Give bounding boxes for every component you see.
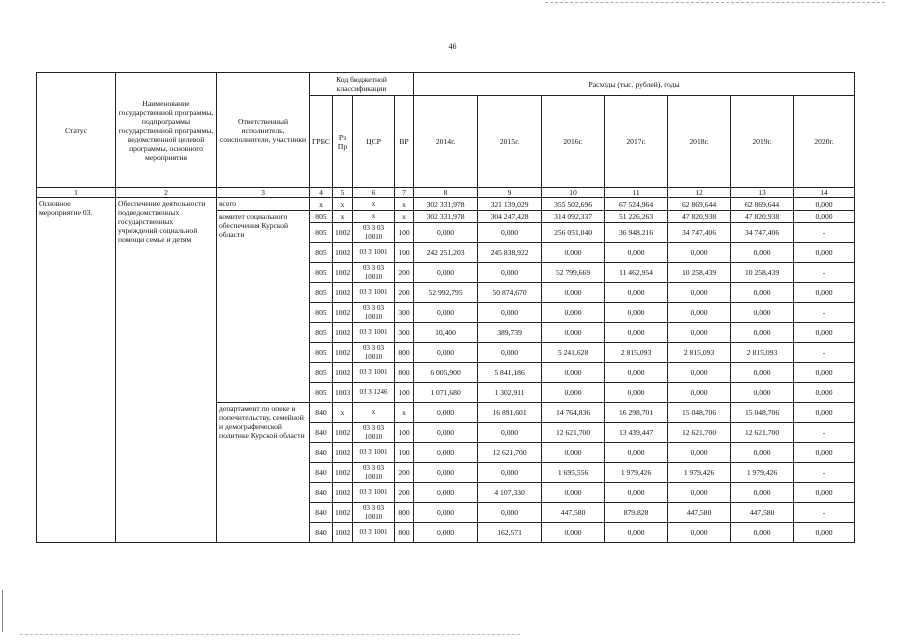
rz-cell: 1002 — [333, 483, 353, 503]
vr-cell: 100 — [395, 383, 414, 403]
rz-cell: х — [333, 403, 353, 423]
amount-cell: 302 331,978 — [414, 198, 478, 211]
csr-cell: 03 3 03 10010 — [353, 503, 395, 523]
rz-cell: 1002 — [333, 263, 353, 283]
rz-cell: 1002 — [333, 303, 353, 323]
header-expenses: Расходы (тыс. рублей), годы — [414, 73, 855, 96]
amount-cell: 15 048,706 — [731, 403, 794, 423]
amount-cell: 0,000 — [414, 303, 478, 323]
grbs-cell: 805 — [310, 211, 333, 223]
amount-cell: 355 502,696 — [542, 198, 605, 211]
amount-cell: 0,000 — [668, 243, 731, 263]
header-program-name: Наименование государственной программы, подпрограммы государственной программы, ведомственной целевой программы, основного мероприятия — [116, 73, 217, 188]
rz-cell: 1002 — [333, 283, 353, 303]
header-vr: ВР — [395, 96, 414, 188]
grbs-cell: 805 — [310, 263, 333, 283]
amount-cell: 0,000 — [414, 223, 478, 243]
amount-cell: 0,000 — [478, 263, 542, 283]
rz-cell: 1002 — [333, 463, 353, 483]
amount-cell: 16 891,601 — [478, 403, 542, 423]
vr-cell: 800 — [395, 343, 414, 363]
column-number: 7 — [395, 188, 414, 198]
amount-cell: 0,000 — [605, 323, 668, 343]
column-number: 4 — [310, 188, 333, 198]
column-number: 11 — [605, 188, 668, 198]
vr-cell: х — [395, 198, 414, 211]
left-margin-line — [2, 590, 3, 632]
header-grbs: ГРБС — [310, 96, 333, 188]
csr-cell: 03 3 03 10010 — [353, 343, 395, 363]
column-number: 3 — [217, 188, 310, 198]
amount-cell: 1 979,426 — [605, 463, 668, 483]
header-year: 2019г. — [731, 96, 794, 188]
amount-cell: 0,000 — [731, 363, 794, 383]
amount-cell: 47 820,938 — [668, 211, 731, 223]
page-number: 46 — [448, 42, 457, 51]
grbs-cell: 840 — [310, 403, 333, 423]
amount-cell: 0,000 — [668, 443, 731, 463]
amount-cell: 0,000 — [605, 363, 668, 383]
amount-cell: 0,000 — [794, 363, 855, 383]
executor-total-cell: всего — [217, 198, 310, 211]
amount-cell: 62 869,644 — [668, 198, 731, 211]
amount-cell: 67 524,964 — [605, 198, 668, 211]
amount-cell: 256 051,040 — [542, 223, 605, 243]
csr-cell: 03 3 1001 — [353, 443, 395, 463]
amount-cell: 51 226,263 — [605, 211, 668, 223]
table-row — [37, 198, 855, 211]
amount-cell: 0,000 — [414, 523, 478, 543]
column-number: 14 — [794, 188, 855, 198]
vr-cell: х — [395, 403, 414, 423]
amount-cell: 10,400 — [414, 323, 478, 343]
executor-department-cell: департамент по опеке и попечительству, семейной и демографической политике Курской области — [217, 403, 310, 543]
amount-cell: 314 092,337 — [542, 211, 605, 223]
grbs-cell: 840 — [310, 523, 333, 543]
vr-cell: 100 — [395, 223, 414, 243]
vr-cell: 800 — [395, 503, 414, 523]
amount-cell: - — [794, 463, 855, 483]
amount-cell: 0,000 — [542, 283, 605, 303]
grbs-cell: 840 — [310, 423, 333, 443]
header-status: Статус — [37, 73, 116, 188]
amount-cell: 0,000 — [731, 303, 794, 323]
grbs-cell: 840 — [310, 463, 333, 483]
amount-cell: 5 241,628 — [542, 343, 605, 363]
rz-cell: 1002 — [333, 243, 353, 263]
csr-cell: 03 3 1001 — [353, 483, 395, 503]
amount-cell: 36 948.216 — [605, 223, 668, 243]
amount-cell: 447,580 — [542, 503, 605, 523]
amount-cell: 0,000 — [605, 283, 668, 303]
amount-cell: 0,000 — [794, 283, 855, 303]
amount-cell: 0,000 — [414, 343, 478, 363]
amount-cell: 0,000 — [605, 243, 668, 263]
amount-cell: 50 874,670 — [478, 283, 542, 303]
header-year: 2016г. — [542, 96, 605, 188]
vr-cell: 100 — [395, 443, 414, 463]
amount-cell: 0,000 — [794, 523, 855, 543]
header-executor: Ответственный исполнитель, соисполнители, участники — [217, 73, 310, 188]
amount-cell: 0,000 — [668, 283, 731, 303]
vr-cell: 800 — [395, 523, 414, 543]
budget-table — [36, 72, 855, 543]
rz-cell: 1002 — [333, 423, 353, 443]
amount-cell: 0,000 — [478, 503, 542, 523]
amount-cell: 34 747,406 — [731, 223, 794, 243]
amount-cell: 162,571 — [478, 523, 542, 543]
amount-cell: 0,000 — [605, 443, 668, 463]
column-number-row — [37, 188, 855, 198]
amount-cell: 0,000 — [794, 211, 855, 223]
amount-cell: 0,000 — [542, 243, 605, 263]
vr-cell: 800 — [395, 363, 414, 383]
vr-cell: 200 — [395, 263, 414, 283]
amount-cell: 447,580 — [731, 503, 794, 523]
vr-cell: х — [395, 211, 414, 223]
amount-cell: 34 747,406 — [668, 223, 731, 243]
amount-cell: 0,000 — [605, 523, 668, 543]
amount-cell: 12 621,700 — [542, 423, 605, 443]
amount-cell: 47 820,938 — [731, 211, 794, 223]
amount-cell: 15 048,706 — [668, 403, 731, 423]
amount-cell: 0,000 — [731, 383, 794, 403]
amount-cell: 6 005,900 — [414, 363, 478, 383]
amount-cell: 1 695,556 — [542, 463, 605, 483]
amount-cell: 0,000 — [794, 323, 855, 343]
program-name-cell: Обеспечение деятельности подведомственных государственных учреждений социальной помощи семье и детям — [116, 198, 217, 543]
amount-cell: 0,000 — [668, 323, 731, 343]
top-dashed-line — [545, 2, 885, 3]
amount-cell: 321 139,029 — [478, 198, 542, 211]
amount-cell: 0,000 — [542, 443, 605, 463]
amount-cell: 2 815,093 — [668, 343, 731, 363]
amount-cell: 0,000 — [668, 363, 731, 383]
bottom-scan-noise — [20, 634, 520, 635]
grbs-cell: 805 — [310, 343, 333, 363]
amount-cell: 13 439,447 — [605, 423, 668, 443]
header-year: 2015г. — [478, 96, 542, 188]
amount-cell: 0,000 — [542, 383, 605, 403]
amount-cell: 0,000 — [794, 483, 855, 503]
status-cell: Основное мероприятие 03. — [37, 198, 116, 543]
csr-cell: 03 3 1001 — [353, 323, 395, 343]
vr-cell: 100 — [395, 243, 414, 263]
amount-cell: 0,000 — [542, 323, 605, 343]
csr-cell: 03 3 03 10010 — [353, 263, 395, 283]
rz-cell: 1002 — [333, 223, 353, 243]
grbs-cell: 805 — [310, 223, 333, 243]
vr-cell: 300 — [395, 303, 414, 323]
column-number: 6 — [353, 188, 395, 198]
csr-cell: 03 3 1001 — [353, 283, 395, 303]
rz-cell: 1002 — [333, 523, 353, 543]
header-budget-code: Код бюджетной классификации — [310, 73, 414, 96]
rz-cell: 1003 — [333, 383, 353, 403]
amount-cell: 5 841,186 — [478, 363, 542, 383]
vr-cell: 200 — [395, 483, 414, 503]
amount-cell: 0,000 — [794, 243, 855, 263]
grbs-cell: 805 — [310, 283, 333, 303]
amount-cell: 0,000 — [668, 523, 731, 543]
amount-cell: 0,000 — [478, 343, 542, 363]
amount-cell: 0,000 — [794, 403, 855, 423]
amount-cell: 0,000 — [731, 443, 794, 463]
rz-cell: 1002 — [333, 503, 353, 523]
csr-cell: 03 3 03 10010 — [353, 463, 395, 483]
amount-cell: 0,000 — [542, 303, 605, 323]
amount-cell: 0,000 — [414, 503, 478, 523]
amount-cell: 12 621,700 — [668, 423, 731, 443]
amount-cell: 10 258,439 — [668, 263, 731, 283]
amount-cell: 0,000 — [794, 443, 855, 463]
amount-cell: 245 838,922 — [478, 243, 542, 263]
amount-cell: 52 799,669 — [542, 263, 605, 283]
header-year: 2020г. — [794, 96, 855, 188]
amount-cell: 389,739 — [478, 323, 542, 343]
amount-cell: 0,000 — [542, 483, 605, 503]
csr-cell: 03 3 1001 — [353, 523, 395, 543]
column-number: 12 — [668, 188, 731, 198]
amount-cell: 302 331,978 — [414, 211, 478, 223]
rz-cell: 1002 — [333, 443, 353, 463]
executor-committee-cell: комитет социального обеспечения Курской области — [217, 211, 310, 403]
header-year: 2014г. — [414, 96, 478, 188]
header-rz: Рз Пр — [333, 96, 353, 188]
grbs-cell: 840 — [310, 443, 333, 463]
amount-cell: 16 298,701 — [605, 403, 668, 423]
column-number: 8 — [414, 188, 478, 198]
rz-cell: х — [333, 211, 353, 223]
csr-cell: х — [353, 403, 395, 423]
rz-cell: х — [333, 198, 353, 211]
column-number: 2 — [116, 188, 217, 198]
amount-cell: 0,000 — [731, 483, 794, 503]
amount-cell: 0,000 — [414, 403, 478, 423]
header-csr: ЦСР — [353, 96, 395, 188]
csr-cell: х — [353, 211, 395, 223]
amount-cell: 0,000 — [605, 303, 668, 323]
csr-cell: х — [353, 198, 395, 211]
amount-cell: 0,000 — [542, 523, 605, 543]
amount-cell: 0,000 — [731, 523, 794, 543]
amount-cell: 0,000 — [605, 383, 668, 403]
amount-cell: 0,000 — [414, 263, 478, 283]
amount-cell: 1 071,680 — [414, 383, 478, 403]
amount-cell: 0,000 — [668, 303, 731, 323]
amount-cell: 1 979,426 — [731, 463, 794, 483]
grbs-cell: 805 — [310, 303, 333, 323]
amount-cell: 0,000 — [478, 223, 542, 243]
vr-cell: 300 — [395, 323, 414, 343]
grbs-cell: 805 — [310, 363, 333, 383]
rz-cell: 1002 — [333, 323, 353, 343]
amount-cell: 0,000 — [542, 363, 605, 383]
amount-cell: 0,000 — [794, 198, 855, 211]
amount-cell: 0,000 — [414, 443, 478, 463]
amount-cell: 0,000 — [605, 483, 668, 503]
column-number: 1 — [37, 188, 116, 198]
amount-cell: 11 462,954 — [605, 263, 668, 283]
column-number: 13 — [731, 188, 794, 198]
grbs-cell: 805 — [310, 323, 333, 343]
header-year: 2017г. — [605, 96, 668, 188]
amount-cell: 0,000 — [731, 243, 794, 263]
csr-cell: 03 3 1246 — [353, 383, 395, 403]
csr-cell: 03 3 03 10010 — [353, 223, 395, 243]
amount-cell: 0,000 — [478, 303, 542, 323]
amount-cell: 242 251,203 — [414, 243, 478, 263]
amount-cell: 2 815,093 — [605, 343, 668, 363]
csr-cell: 03 3 03 10010 — [353, 303, 395, 323]
column-number: 9 — [478, 188, 542, 198]
rz-cell: 1002 — [333, 343, 353, 363]
amount-cell: 12 621,700 — [731, 423, 794, 443]
amount-cell: 14 764,836 — [542, 403, 605, 423]
amount-cell: 879,828 — [605, 503, 668, 523]
amount-cell: 447,580 — [668, 503, 731, 523]
vr-cell: 200 — [395, 283, 414, 303]
amount-cell: - — [794, 303, 855, 323]
amount-cell: 0,000 — [668, 383, 731, 403]
grbs-cell: х — [310, 198, 333, 211]
amount-cell: 0,000 — [794, 383, 855, 403]
column-number: 10 — [542, 188, 605, 198]
amount-cell: 4 107,330 — [478, 483, 542, 503]
csr-cell: 03 3 1001 — [353, 243, 395, 263]
amount-cell: - — [794, 223, 855, 243]
amount-cell: 0,000 — [478, 423, 542, 443]
amount-cell: - — [794, 343, 855, 363]
csr-cell: 03 3 03 10010 — [353, 423, 395, 443]
vr-cell: 100 — [395, 423, 414, 443]
amount-cell: 12 621,700 — [478, 443, 542, 463]
amount-cell: 1 302,911 — [478, 383, 542, 403]
amount-cell: 10 258,439 — [731, 263, 794, 283]
amount-cell: 0,000 — [414, 423, 478, 443]
amount-cell: 52 992,795 — [414, 283, 478, 303]
amount-cell: 0,000 — [478, 463, 542, 483]
grbs-cell: 840 — [310, 503, 333, 523]
column-number: 5 — [333, 188, 353, 198]
vr-cell: 200 — [395, 463, 414, 483]
amount-cell: 0,000 — [731, 323, 794, 343]
amount-cell: 0,000 — [668, 483, 731, 503]
amount-cell: 0,000 — [414, 463, 478, 483]
rz-cell: 1002 — [333, 363, 353, 383]
amount-cell: 0,000 — [731, 283, 794, 303]
amount-cell: 0,000 — [414, 483, 478, 503]
amount-cell: 304 247,428 — [478, 211, 542, 223]
amount-cell: - — [794, 423, 855, 443]
grbs-cell: 840 — [310, 483, 333, 503]
csr-cell: 03 3 1001 — [353, 363, 395, 383]
amount-cell: 62 869,644 — [731, 198, 794, 211]
amount-cell: 1 979,426 — [668, 463, 731, 483]
amount-cell: 2 815,093 — [731, 343, 794, 363]
header-year: 2018г. — [668, 96, 731, 188]
amount-cell: - — [794, 263, 855, 283]
grbs-cell: 805 — [310, 383, 333, 403]
amount-cell: - — [794, 503, 855, 523]
grbs-cell: 805 — [310, 243, 333, 263]
